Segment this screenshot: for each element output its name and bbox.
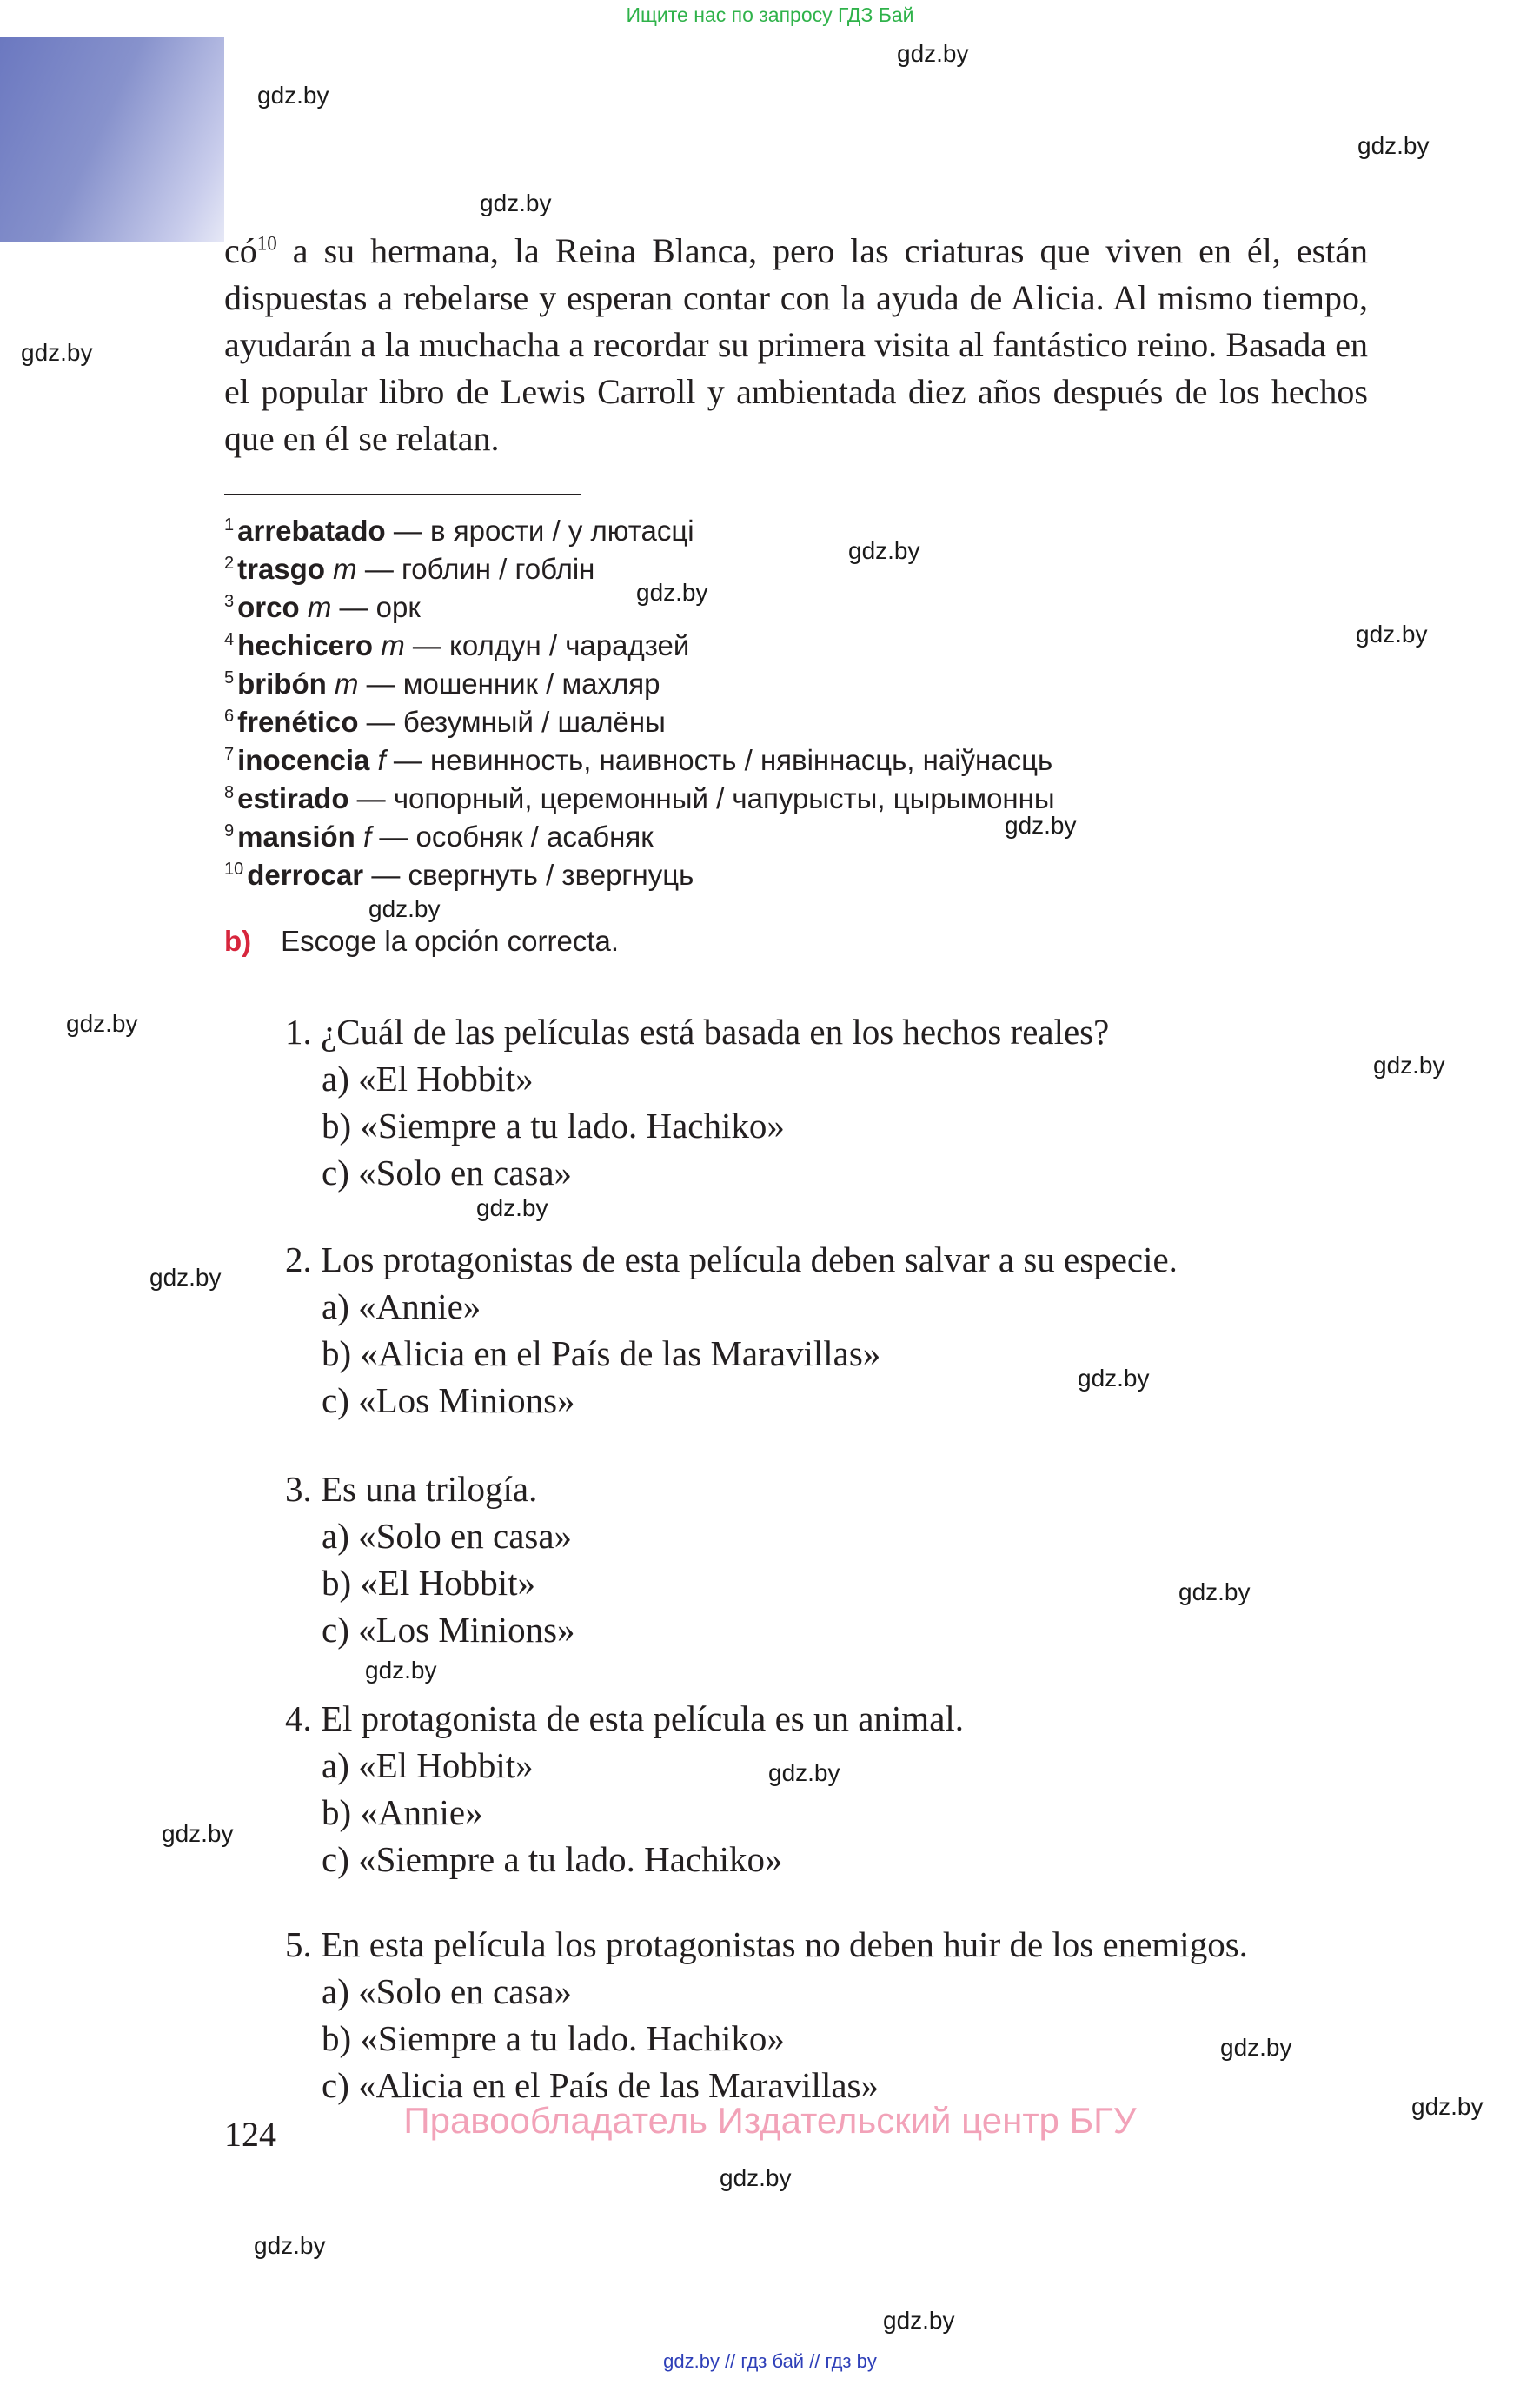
watermark: gdz.by bbox=[636, 579, 708, 606]
footnote-divider bbox=[224, 494, 581, 495]
question: 2. Los protagonistas de esta película deben salvar a su especie. bbox=[285, 1239, 1178, 1279]
answer-option: c) «Los Minions» bbox=[322, 1610, 575, 1650]
answer-option: a) «El Hobbit» bbox=[322, 1745, 534, 1785]
corner-decoration bbox=[0, 37, 224, 242]
footnote: $^{10}$ derrocar — свергнуть / звергнуць bbox=[224, 859, 694, 891]
watermark: gdz.by bbox=[1178, 1578, 1251, 1605]
answer-option: c) «Siempre a tu lado. Hachiko» bbox=[322, 1839, 783, 1879]
watermark: gdz.by bbox=[1356, 621, 1428, 648]
answer-option: a) «Annie» bbox=[322, 1286, 481, 1326]
watermark: gdz.by bbox=[1357, 132, 1430, 159]
task-instruction bbox=[224, 925, 619, 958]
footnote: $^1$ arrebatado — в ярости / у лютасці bbox=[224, 515, 694, 547]
footnote-ref: 10 bbox=[256, 232, 277, 255]
answer-option: b) «El Hobbit» bbox=[322, 1563, 535, 1603]
watermark: gdz.by bbox=[66, 1010, 138, 1037]
watermark: gdz.by bbox=[21, 339, 93, 366]
watermark: gdz.by bbox=[1005, 812, 1077, 839]
watermark: gdz.by bbox=[768, 1759, 840, 1786]
watermark: gdz.by bbox=[1373, 1052, 1445, 1079]
footnote: $^5$ bribón m — мошенник / махляр bbox=[224, 668, 660, 700]
watermark: gdz.by bbox=[368, 895, 441, 922]
watermark: gdz.by bbox=[848, 537, 920, 564]
answer-option: a) «Solo en casa» bbox=[322, 1971, 573, 2011]
watermark: gdz.by bbox=[897, 40, 969, 67]
footnote: $^6$ frenético — безумный / шалёны bbox=[224, 706, 666, 738]
watermark: gdz.by bbox=[162, 1820, 234, 1847]
body-paragraph: $có^{10}$ a su hermana, la Reina Blanca, pero las criaturas que viven en él, están dispuestas a rebelarse y esperan contar con la ayuda de Alicia. Al mismo tiempo, ayudarán a la muchacha a recordar su primera visita al fantástico reino. Basada en el popular libro de Lewis Carroll y ambientada diez años después de los hechos que en él se relatan. bbox=[224, 231, 1368, 458]
question: 4. El protagonista de esta película es un animal. bbox=[285, 1698, 965, 1738]
page-number: 124 bbox=[224, 2115, 276, 2154]
watermark: gdz.by bbox=[1411, 2093, 1484, 2120]
answer-option: b) «Siempre a tu lado. Hachiko» bbox=[322, 1106, 785, 1146]
answer-option: b) «Alicia en el País de las Maravillas» bbox=[322, 1333, 881, 1373]
question: 1. ¿Cuál de las películas está basada en los hechos reales? bbox=[285, 1012, 1110, 1052]
watermark: gdz.by bbox=[720, 2164, 792, 2191]
watermark: gdz.by bbox=[1078, 1365, 1150, 1392]
footnote: $^3$ orco m — орк bbox=[224, 591, 421, 623]
question: 3. Es una trilogía. bbox=[285, 1469, 538, 1509]
answer-option: b) «Siempre a tu lado. Hachiko» bbox=[322, 2018, 785, 2058]
copyright-holder: Правообладатель Издательский центр БГУ bbox=[403, 2100, 1137, 2141]
watermark: gdz.by bbox=[476, 1194, 548, 1221]
watermark: gdz.by bbox=[365, 1657, 437, 1684]
answer-option: c) «Alicia en el País de las Maravillas» bbox=[322, 2065, 879, 2105]
answer-option: c) «Solo en casa» bbox=[322, 1153, 573, 1192]
task-label: b) bbox=[224, 925, 252, 957]
watermark: gdz.by bbox=[254, 2232, 326, 2259]
watermark: gdz.by bbox=[883, 2307, 955, 2334]
watermark: gdz.by bbox=[149, 1264, 222, 1291]
footnote: $^8$ estirado — чопорный, церемонный / чапурысты, цырымонны bbox=[224, 782, 1055, 814]
watermark: gdz.by bbox=[480, 189, 552, 216]
answer-option: c) «Los Minions» bbox=[322, 1380, 575, 1420]
footnote: $^9$ mansión f — особняк / асабняк bbox=[224, 820, 654, 853]
footnote: $^4$ hechicero m — колдун / чарадзей bbox=[224, 629, 690, 661]
watermark: gdz.by bbox=[257, 82, 329, 109]
footnote: $^2$ trasgo m — гоблин / гоблін bbox=[224, 553, 595, 585]
answer-option: a) «El Hobbit» bbox=[322, 1059, 534, 1099]
bottom-links[interactable]: gdz.by // гдз бай // гдз by bbox=[663, 2350, 877, 2372]
answer-option: b) «Annie» bbox=[322, 1792, 483, 1832]
watermark: gdz.by bbox=[1220, 2034, 1292, 2061]
top-banner[interactable]: Ищите нас по запросу ГДЗ Бай bbox=[626, 3, 914, 26]
task-text: Escoge la opción correcta. bbox=[281, 925, 620, 957]
answer-option: a) «Solo en casa» bbox=[322, 1516, 573, 1556]
question: 5. En esta película los protagonistas no deben huir de los enemigos. bbox=[285, 1924, 1248, 1964]
footnote: $^7$ inocencia f — невинность, наивность / нявіннасць, наіўнасць bbox=[224, 744, 1053, 776]
